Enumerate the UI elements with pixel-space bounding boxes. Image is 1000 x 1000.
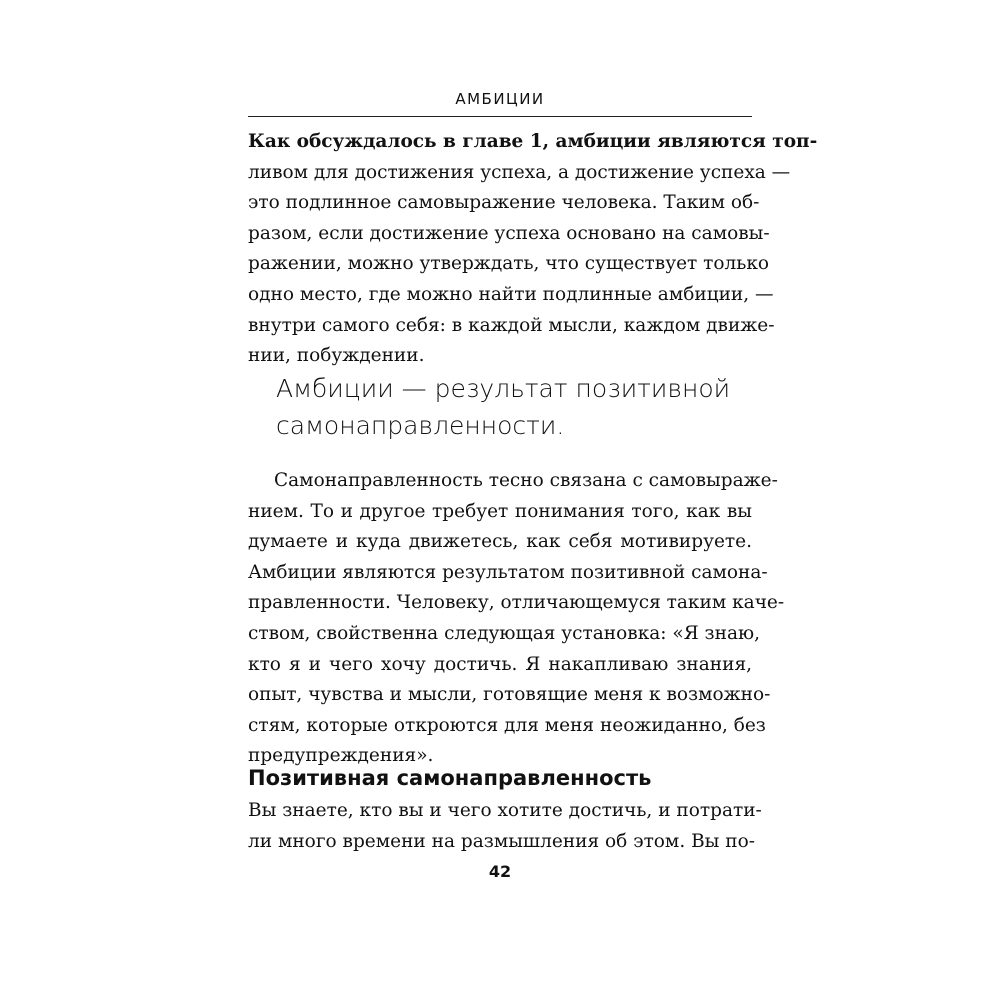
text-line: Вы знаете, кто вы и чего хотите достичь, и потрати- (248, 800, 762, 821)
section-heading: Позитивная самонаправленность (248, 766, 652, 790)
paragraph-body (248, 466, 785, 772)
text-line: ливом для достижения успеха, а достижение успеха — (248, 161, 791, 183)
text-line: правленности. Человеку, отличающемуся таким каче- (248, 592, 785, 614)
text-line: Амбиции являются результатом позитивной самона- (248, 561, 768, 583)
pull-quote-line: Амбиции — результат позитивной (276, 374, 731, 403)
running-head: АМБИЦИИ (455, 90, 545, 108)
bold-lead-in: Как обсуждалось в главе 1, амбиции являются топ- (248, 131, 818, 152)
text-line: одно место, где можно найти подлинные амбиции, — (248, 283, 774, 305)
text-line (248, 127, 818, 158)
text-line: это подлинное самовыражение человека. Таким об- (248, 192, 760, 214)
text-line: опыт, чувства и мысли, готовящие меня к возможно- (248, 684, 771, 706)
text-line: нием. То и другое требует понимания того, как вы (248, 500, 752, 522)
text-line: внутри самого себя: в каждой мысли, каждом движе- (248, 314, 775, 336)
pull-quote (276, 370, 746, 444)
page-number: 42 (488, 862, 512, 881)
paragraph-section-start (248, 796, 762, 857)
text-line: предупреждения». (248, 745, 434, 767)
pull-quote-line: самонаправленности. (276, 411, 565, 440)
text-line: думаете и куда движетесь, как себя мотивируете. (248, 531, 752, 553)
text-line: ством, свойственна следующая установка: «Я знаю, (248, 622, 760, 644)
text-line: нии, побуждении. (248, 345, 425, 367)
text-line: ли много времени на размышления об этом. Вы по- (248, 830, 756, 852)
header-rule (248, 116, 752, 117)
text-line: кто я и чего хочу достичь. Я накапливаю знания, (248, 653, 752, 675)
text-line: разом, если достижение успеха основано на самовы- (248, 222, 770, 244)
text-line: ражении, можно утверждать, что существует только (248, 253, 770, 275)
text-line: Самонаправленность тесно связана с самовыраже- (274, 470, 778, 491)
text-line: стям, которые откроются для меня неожиданно, без (248, 714, 766, 736)
paragraph-intro (248, 127, 818, 372)
